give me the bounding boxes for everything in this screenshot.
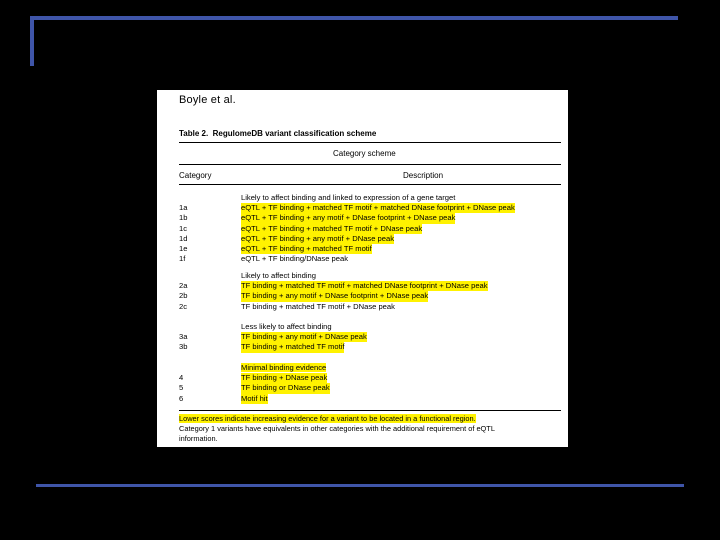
table-title-text: RegulomeDB variant classification scheme xyxy=(212,129,377,138)
slide-decor-left-line xyxy=(30,16,34,66)
table-row xyxy=(179,203,568,213)
table-row xyxy=(179,383,568,393)
footnote-line-2: Category 1 variants have equivalents in other categories with the additional requirement of eQTL xyxy=(179,424,495,434)
category-code: 4 xyxy=(179,373,184,383)
table-row xyxy=(179,244,568,254)
category-code: 1c xyxy=(179,223,188,233)
table-bottom-rule xyxy=(179,410,561,411)
category-code: 2b xyxy=(179,291,188,301)
category-description: TF binding + matched TF motif + matched DNase footprint + DNase peak xyxy=(241,281,488,291)
table-footnote xyxy=(179,414,563,445)
category-code: 1d xyxy=(179,233,188,243)
section-heading: Likely to affect binding xyxy=(241,271,317,280)
category-code: 1f xyxy=(179,254,186,264)
slide-decor-bottom-line xyxy=(36,484,684,487)
scheme-heading: Category scheme xyxy=(333,149,396,158)
category-code: 1e xyxy=(179,244,188,254)
section-heading-text: Minimal binding evidence xyxy=(241,363,327,372)
section-4 xyxy=(179,363,568,404)
table-row xyxy=(179,224,568,234)
scheme-rule xyxy=(179,164,561,165)
table-row xyxy=(179,342,568,352)
section-heading: Less likely to affect binding xyxy=(241,322,332,331)
section-heading xyxy=(179,363,568,373)
category-code: 2a xyxy=(179,281,188,291)
section-1 xyxy=(179,193,568,264)
footnote-line-1 xyxy=(179,414,563,424)
table-top-rule xyxy=(179,142,561,143)
footnote-highlighted-text: Lower scores indicate increasing evidence for a variant to be located in a functional region. xyxy=(179,414,476,423)
column-header-description: Description xyxy=(403,171,444,180)
table-title xyxy=(179,129,376,138)
document-image xyxy=(157,90,568,447)
section-heading: Likely to affect binding and linked to expression of a gene target xyxy=(241,193,456,202)
column-header-category: Category xyxy=(179,171,212,180)
category-description: eQTL + TF binding + matched TF motif + matched DNase footprint + DNase peak xyxy=(241,203,515,213)
category-description: eQTL + TF binding/DNase peak xyxy=(241,254,349,264)
category-code: 2c xyxy=(179,301,188,311)
category-code: 1a xyxy=(179,203,188,213)
footnote-line-3: information. xyxy=(179,434,218,444)
table-label: Table 2. xyxy=(179,129,209,138)
section-2 xyxy=(179,271,568,312)
category-description: eQTL + TF binding + any motif + DNase footprint + DNase peak xyxy=(241,213,456,223)
table-row xyxy=(179,332,568,342)
author-header: Boyle et al. xyxy=(179,94,236,106)
table-row xyxy=(179,254,568,264)
header-rule xyxy=(179,184,561,185)
category-code: 3a xyxy=(179,332,188,342)
category-code: 5 xyxy=(179,383,184,393)
category-description: TF binding + matched TF motif + DNase peak xyxy=(241,301,395,311)
category-description: TF binding + matched TF motif xyxy=(241,342,345,352)
category-description: TF binding + DNase peak xyxy=(241,373,328,383)
category-description: eQTL + TF binding + matched TF motif xyxy=(241,244,372,254)
category-description: TF binding or DNase peak xyxy=(241,383,330,393)
category-description: eQTL + TF binding + any motif + DNase peak xyxy=(241,233,395,243)
category-description: TF binding + any motif + DNase footprint + DNase peak xyxy=(241,291,429,301)
category-code: 3b xyxy=(179,342,188,352)
category-description: eQTL + TF binding + matched TF motif + DNase peak xyxy=(241,223,423,233)
category-description: TF binding + any motif + DNase peak xyxy=(241,332,367,342)
table-row xyxy=(179,373,568,383)
category-description: Motif hit xyxy=(241,393,268,403)
table-row xyxy=(179,281,568,291)
section-3 xyxy=(179,322,568,353)
table-row xyxy=(179,394,568,404)
table-row xyxy=(179,302,568,312)
category-code: 1b xyxy=(179,213,188,223)
table-row xyxy=(179,213,568,223)
table-row xyxy=(179,291,568,301)
slide-decor-top-line xyxy=(30,16,678,20)
category-code: 6 xyxy=(179,393,184,403)
table-row xyxy=(179,234,568,244)
